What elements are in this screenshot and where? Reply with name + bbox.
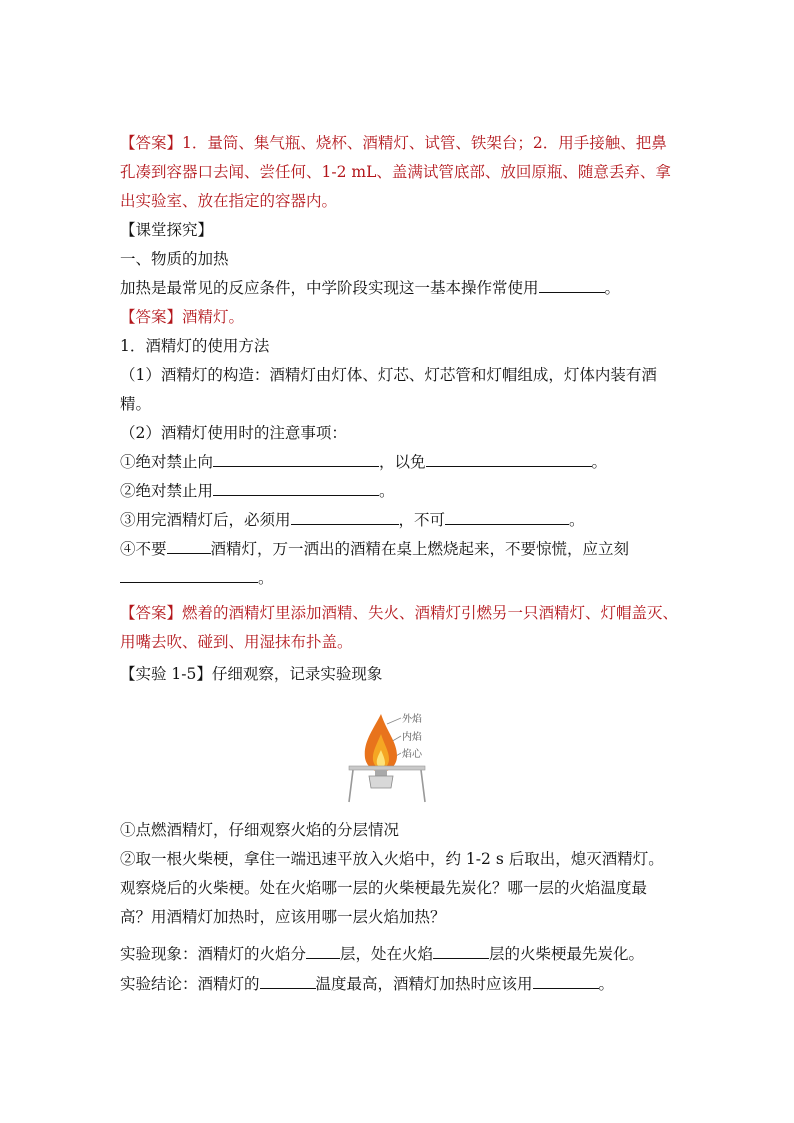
step-1: ①点燃酒精灯，仔细观察火焰的分层情况 (120, 821, 400, 839)
heading-heating: 一、物质的加热 (120, 250, 229, 268)
question-text: 加热是最常见的反应条件，中学阶段实现这一基本操作常使用 (120, 279, 539, 297)
answer-tag: 【答案】 (120, 134, 183, 152)
flame-core-label: 焰心 (402, 749, 422, 760)
experiment-conclusion (120, 974, 614, 994)
blank-field (213, 452, 379, 467)
question-punct: 。 (604, 279, 621, 297)
conclusion-text: 实验结论：酒精灯的 (120, 975, 260, 993)
note-3 (120, 510, 585, 530)
answer-tag: 【答案】 (120, 308, 183, 326)
lamp-notes-title: （2）酒精灯使用时的注意事项： (120, 424, 347, 442)
blank-field (426, 452, 592, 467)
note-4-continuation (120, 568, 274, 588)
blank-field (445, 510, 569, 525)
lamp-structure-line-2: 精。 (120, 395, 152, 413)
blank-field (167, 539, 211, 554)
answer-text: 1．量筒、集气瓶、烧杯、酒精灯、试管、铁架台；2．用手接触、把鼻 (182, 134, 667, 152)
blank-field (213, 481, 379, 496)
lamp-usage-title: 1．酒精灯的使用方法 (120, 337, 270, 355)
conclusion-text: 温度最高，酒精灯加热时应该用 (315, 975, 533, 993)
question-heating (120, 278, 620, 298)
phenomenon-text: 实验现象：酒精灯的火焰分 (120, 945, 307, 963)
answer-3-line-2: 用嘴去吹、碰到、用湿抹布扑盖。 (120, 633, 353, 651)
answer-3-line-1 (120, 603, 678, 623)
tripod-bar (349, 766, 425, 770)
lamp-structure-line-1: （1）酒精灯的构造：酒精灯由灯体、灯芯、灯芯管和灯帽组成，灯体内装有酒 (120, 366, 657, 384)
note-text: ②绝对禁止用 (120, 482, 214, 500)
answer-1-line-2: 孔凑到容器口去闻、尝任何、1-2 mL、盖满试管底部、放回原瓶、随意丢弃、拿 (120, 163, 671, 181)
experiment-phenomenon (120, 944, 644, 964)
note-text: 酒精灯，万一洒出的酒精在桌上燃烧起来，不要惊慌，应立刻 (210, 540, 630, 558)
answer-1-line-3: 出实验室、放在指定的容器内。 (120, 192, 338, 210)
wick-holder (375, 770, 387, 776)
outer-flame-label: 外焰 (402, 714, 422, 725)
step-2-line-3: 高？用酒精灯加热时，应该用哪一层火焰加热？ (120, 908, 446, 926)
answer-text: 酒精灯。 (182, 308, 245, 326)
blank-field (260, 974, 316, 989)
step-2-line-1: ②取一根火柴梗，拿住一端迅速平放入火焰中，约 1-2 s 后取出，熄灭酒精灯。 (120, 850, 664, 868)
phenomenon-text: 层的火柴梗最先炭化。 (489, 945, 645, 963)
answer-text: 燃着的酒精灯里添加酒精、失火、酒精灯引燃另一只酒精灯、灯帽盖灭、 (182, 604, 679, 622)
note-text: 。 (258, 569, 274, 587)
step-2-line-2: 观察烧后的火柴梗。处在火焰哪一层的火柴梗最先炭化？哪一层的火焰温度最 (120, 879, 648, 897)
inner-flame-label: 内焰 (402, 732, 422, 743)
blank-field (539, 278, 605, 293)
blank-field (533, 974, 599, 989)
flame-illustration (345, 706, 455, 812)
section-heading-explore: 【课堂探究】 (120, 221, 214, 239)
phenomenon-text: 层，处在火焰 (340, 945, 434, 963)
answer-2 (120, 307, 244, 327)
outer-flame-leader (387, 718, 401, 724)
note-text: ③用完酒精灯后，必须用 (120, 511, 291, 529)
note-1 (120, 452, 607, 472)
blank-field (433, 944, 489, 959)
note-4 (120, 539, 629, 559)
blank-field (291, 510, 399, 525)
note-2 (120, 481, 395, 501)
lamp-body (369, 776, 393, 788)
alcohol-lamp-flame-figure (345, 706, 455, 812)
note-text: ，以免 (379, 453, 426, 471)
tripod-leg-left (349, 770, 353, 802)
note-text: ，不可 (398, 511, 446, 529)
note-text: 。 (379, 482, 395, 500)
blank-field (306, 944, 340, 959)
conclusion-text: 。 (598, 975, 615, 993)
note-text: 。 (569, 511, 585, 529)
note-text: ①绝对禁止向 (120, 453, 214, 471)
experiment-title: 【实验 1-5】仔细观察，记录实验现象 (120, 665, 383, 683)
blank-field (120, 568, 258, 583)
note-text: 。 (591, 453, 608, 471)
note-text: ④不要 (120, 540, 167, 558)
answer-tag: 【答案】 (120, 604, 183, 622)
tripod-leg-right (421, 770, 425, 802)
answer-1-line-1 (120, 133, 667, 153)
